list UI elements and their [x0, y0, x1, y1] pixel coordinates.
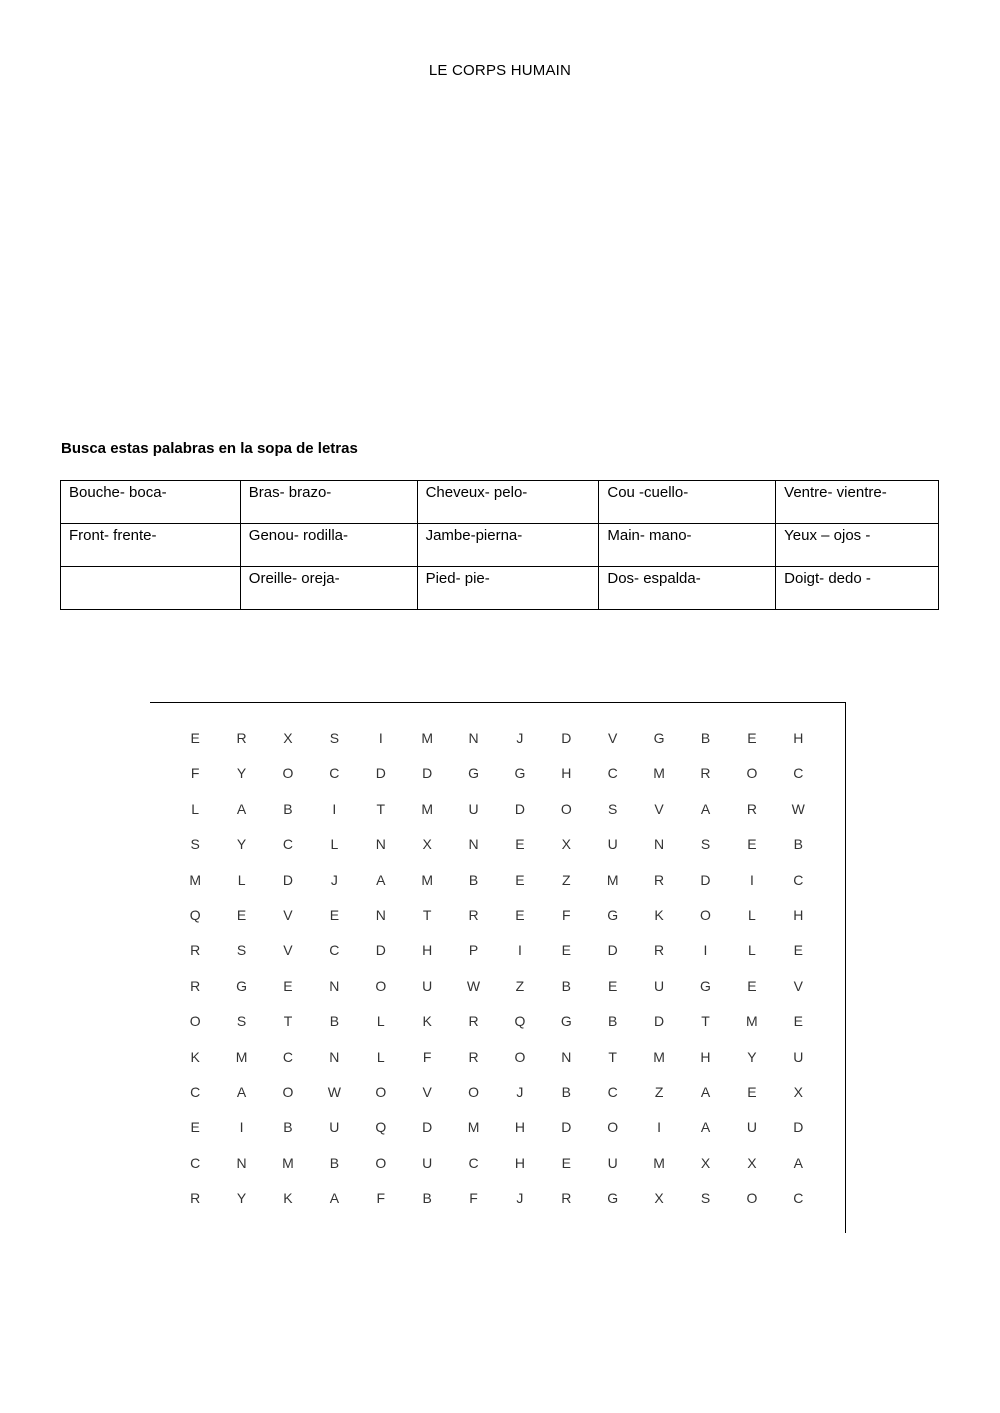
grid-letter: H	[700, 1048, 711, 1065]
grid-letter: L	[237, 871, 246, 888]
grid-letter: F	[376, 1190, 386, 1207]
grid-letter: F	[469, 1190, 478, 1207]
grid-letter: O	[375, 977, 387, 994]
grid-letter: B	[561, 1083, 571, 1100]
grid-letter: V	[283, 906, 293, 923]
grid-letter: M	[653, 1154, 665, 1171]
grid-letter: A	[236, 800, 247, 817]
grid-letter: E	[283, 977, 293, 994]
grid-letter: H	[793, 906, 804, 923]
grid-letter: E	[190, 730, 200, 746]
grid-letter: L	[191, 800, 200, 817]
grid-letter: I	[517, 942, 522, 959]
grid-letter: M	[653, 1048, 665, 1065]
grid-letter: G	[468, 765, 479, 782]
grid-letter: B	[329, 1154, 340, 1171]
grid-letter: S	[329, 730, 340, 746]
grid-letter: H	[793, 730, 804, 746]
grid-top-border	[150, 702, 846, 703]
grid-letter: D	[514, 800, 525, 817]
grid-letter: G	[653, 730, 665, 746]
page-title: LE CORPS HUMAIN	[428, 62, 572, 79]
grid-letter: D	[700, 871, 711, 888]
grid-letter: U	[746, 1119, 757, 1136]
grid-letter: H	[561, 765, 572, 782]
grid-letter: A	[236, 1083, 247, 1100]
grid-letter: T	[283, 1013, 293, 1030]
grid-letter: N	[654, 836, 665, 853]
grid-letter: S	[700, 1190, 711, 1207]
grid-letter: E	[608, 977, 618, 994]
grid-letter: T	[422, 906, 432, 923]
grid-letter: C	[468, 1154, 479, 1171]
table-cell: Bras- brazo-	[240, 481, 417, 524]
grid-letter: T	[376, 800, 386, 817]
grid-letter: C	[329, 765, 340, 782]
grid-right-border	[845, 702, 846, 1233]
grid-letter: G	[514, 765, 526, 782]
grid-letter: R	[190, 1190, 201, 1207]
grid-letter: I	[749, 871, 754, 888]
table-cell: Doigt- dedo -	[776, 567, 939, 610]
grid-letter: A	[376, 871, 386, 888]
table-row	[61, 567, 939, 610]
grid-letter: M	[467, 1119, 480, 1136]
table-row	[61, 481, 939, 524]
grid-letter: N	[561, 1048, 572, 1065]
grid-letter: S	[700, 836, 711, 853]
grid-letter: O	[375, 1154, 387, 1171]
table-cell: Genou- rodilla-	[240, 524, 417, 567]
table-row	[61, 524, 939, 567]
grid-letter: O	[607, 1119, 619, 1136]
grid-letter: U	[422, 1154, 433, 1171]
grid-letter: I	[657, 1119, 662, 1136]
grid-letter: S	[608, 800, 618, 817]
grid-letter: G	[236, 977, 248, 994]
grid-letter: E	[329, 906, 340, 923]
grid-letter: Z	[515, 977, 525, 994]
grid-letter: S	[236, 1013, 247, 1030]
grid-letter: X	[283, 730, 293, 746]
grid-letter: V	[793, 977, 803, 994]
grid-letter: R	[468, 1013, 479, 1030]
table-cell: Pied- pie-	[417, 567, 599, 610]
grid-letter: Y	[747, 1048, 757, 1065]
grid-letter: X	[654, 1190, 664, 1207]
grid-letter: D	[607, 942, 618, 959]
table-cell: Cou -cuello-	[599, 481, 776, 524]
grid-letter: R	[561, 1190, 572, 1207]
grid-letter: H	[514, 1154, 525, 1171]
table-cell: Front- frente-	[61, 524, 241, 567]
grid-letter: O	[560, 800, 572, 817]
grid-letter: X	[561, 836, 571, 853]
grid-letter: N	[329, 977, 340, 994]
grid-letter: N	[468, 836, 479, 853]
grid-letter: B	[468, 871, 479, 888]
grid-letter: U	[329, 1119, 340, 1136]
grid-letter: E	[747, 836, 757, 853]
grid-letter: K	[654, 906, 664, 923]
grid-letter: C	[607, 1083, 618, 1100]
grid-letter: C	[282, 836, 294, 853]
grid-letter: V	[608, 730, 618, 746]
grid-letter: R	[654, 871, 665, 888]
grid-letter: D	[422, 1119, 433, 1136]
grid-letter: N	[329, 1048, 340, 1065]
grid-letter: O	[514, 1048, 526, 1065]
grid-letter: Z	[562, 871, 571, 888]
grid-letter: C	[329, 942, 340, 959]
grid-letter: N	[236, 1154, 247, 1171]
grid-letter: U	[422, 977, 433, 994]
grid-letter: X	[422, 836, 432, 853]
table-cell	[61, 567, 241, 610]
grid-letter: J	[516, 730, 524, 746]
grid-letter: D	[375, 942, 386, 959]
grid-letter: H	[514, 1119, 525, 1136]
grid-letter: A	[329, 1190, 340, 1207]
word-search-grid	[172, 721, 821, 1216]
grid-letter: E	[747, 1083, 757, 1100]
grid-letter: A	[700, 1119, 711, 1136]
grid-letter: G	[607, 906, 619, 923]
vocabulary-table	[60, 480, 939, 610]
grid-letter: K	[190, 1048, 200, 1065]
grid-letter: M	[421, 871, 433, 888]
grid-letter: H	[422, 942, 433, 959]
grid-letter: O	[700, 906, 711, 923]
grid-letter: I	[332, 800, 337, 817]
grid-letter: U	[607, 1154, 618, 1171]
grid-letter: B	[561, 977, 571, 994]
grid-letter: C	[190, 1154, 201, 1171]
grid-letter: W	[327, 1083, 341, 1100]
table-cell: Jambe-pierna-	[417, 524, 599, 567]
grid-letter: V	[283, 942, 293, 959]
grid-letter: V	[654, 800, 664, 817]
grid-letter: W	[791, 800, 805, 817]
grid-letter: D	[561, 1119, 572, 1136]
table-cell: Oreille- oreja-	[240, 567, 417, 610]
grid-letter: M	[653, 765, 665, 782]
grid-letter: O	[746, 1190, 758, 1207]
table-cell: Cheveux- pelo-	[417, 481, 599, 524]
grid-letter: Y	[236, 765, 247, 782]
grid-letter: B	[700, 730, 711, 746]
grid-letter: L	[376, 1048, 385, 1065]
grid-letter: U	[793, 1048, 804, 1065]
grid-letter: A	[700, 800, 711, 817]
grid-letter: M	[235, 1048, 248, 1065]
grid-letter: I	[378, 730, 383, 746]
grid-letter: D	[375, 765, 386, 782]
grid-letter: E	[515, 871, 525, 888]
grid-letter: B	[422, 1190, 432, 1207]
grid-letter: B	[793, 836, 803, 853]
grid-letter: S	[236, 942, 247, 959]
grid-letter: R	[654, 942, 665, 959]
grid-letter: E	[747, 730, 757, 746]
grid-letter: T	[701, 1013, 710, 1030]
grid-letter: C	[793, 871, 804, 888]
grid-letter: X	[793, 1083, 803, 1100]
grid-letter: D	[282, 871, 294, 888]
grid-letter: V	[422, 1083, 432, 1100]
grid-letter: L	[747, 942, 756, 959]
grid-letter: O	[375, 1083, 387, 1100]
grid-letter: L	[376, 1013, 385, 1030]
grid-letter: F	[422, 1048, 432, 1065]
table-cell: Main- mano-	[599, 524, 776, 567]
grid-letter: X	[700, 1154, 711, 1171]
grid-letter: I	[239, 1119, 244, 1136]
grid-letter: F	[562, 906, 571, 923]
grid-letter: C	[793, 765, 804, 782]
grid-letter: E	[793, 942, 803, 959]
grid-letter: C	[607, 765, 618, 782]
grid-letter: M	[606, 871, 619, 888]
grid-letter: G	[700, 977, 711, 994]
grid-letter: L	[330, 836, 339, 853]
grid-letter: J	[330, 871, 338, 888]
grid-letter: P	[468, 942, 479, 959]
grid-letter: N	[375, 906, 386, 923]
grid-letter: D	[422, 765, 433, 782]
grid-letter: E	[515, 906, 525, 923]
grid-letter: R	[190, 977, 201, 994]
grid-letter: K	[422, 1013, 432, 1030]
grid-letter: C	[793, 1190, 804, 1207]
grid-letter: O	[468, 1083, 479, 1100]
grid-letter: R	[468, 1048, 479, 1065]
grid-letter: B	[283, 800, 293, 817]
grid-letter: U	[654, 977, 665, 994]
grid-letter: O	[282, 1083, 294, 1100]
grid-letter: E	[747, 977, 757, 994]
table-cell: Yeux – ojos -	[776, 524, 939, 567]
grid-letter: M	[282, 1154, 294, 1171]
grid-letter: E	[515, 836, 525, 853]
grid-letter: M	[746, 1013, 758, 1030]
grid-letter: T	[608, 1048, 617, 1065]
grid-letter: E	[561, 942, 571, 959]
grid-letter: B	[329, 1013, 340, 1030]
grid-letter: E	[793, 1013, 803, 1030]
grid-letter: Y	[236, 836, 247, 853]
grid-letter: R	[468, 906, 479, 923]
grid-letter: C	[190, 1083, 201, 1100]
grid-letter: M	[421, 800, 433, 817]
grid-letter: R	[746, 800, 757, 817]
grid-letter: J	[516, 1190, 524, 1207]
grid-letter: R	[190, 942, 201, 959]
grid-letter: E	[190, 1119, 200, 1136]
grid-letter: U	[468, 800, 479, 817]
grid-letter: N	[468, 730, 479, 746]
grid-letter: U	[607, 836, 618, 853]
table-cell: Dos- espalda-	[599, 567, 776, 610]
grid-letter: O	[282, 765, 294, 782]
grid-letter: D	[654, 1013, 665, 1030]
grid-letter: Y	[236, 1190, 247, 1207]
grid-letter: E	[236, 906, 247, 923]
grid-letter: W	[466, 977, 481, 994]
table-cell: Ventre- vientre-	[776, 481, 939, 524]
grid-letter: Q	[375, 1119, 387, 1136]
grid-letter: M	[189, 871, 202, 888]
grid-letter: G	[607, 1190, 619, 1207]
grid-letter: Z	[654, 1083, 664, 1100]
grid-letter: M	[421, 730, 433, 746]
grid-letter: K	[283, 1190, 293, 1207]
grid-letter: B	[283, 1119, 293, 1136]
grid-letter: Q	[514, 1013, 526, 1030]
grid-letter: R	[700, 765, 711, 782]
table-cell: Bouche- boca-	[61, 481, 241, 524]
grid-letter: D	[793, 1119, 804, 1136]
grid-letter: R	[236, 730, 247, 746]
grid-letter: F	[190, 765, 200, 782]
grid-letter: G	[560, 1013, 572, 1030]
grid-letter: B	[608, 1013, 618, 1030]
grid-letter: X	[747, 1154, 757, 1171]
grid-letter: Q	[189, 906, 201, 923]
grid-letter: O	[189, 1013, 201, 1030]
instruction-text: Busca estas palabras en la sopa de letras	[61, 440, 358, 457]
grid-letter: D	[561, 730, 572, 746]
grid-letter: J	[516, 1083, 524, 1100]
grid-letter: S	[190, 836, 200, 853]
grid-letter: I	[703, 942, 708, 959]
grid-letter: N	[375, 836, 386, 853]
grid-letter: L	[747, 906, 756, 923]
grid-letter: C	[282, 1048, 294, 1065]
grid-letter: E	[561, 1154, 571, 1171]
grid-letter: O	[746, 765, 758, 782]
grid-letter: A	[700, 1083, 711, 1100]
grid-letter: A	[793, 1154, 803, 1171]
